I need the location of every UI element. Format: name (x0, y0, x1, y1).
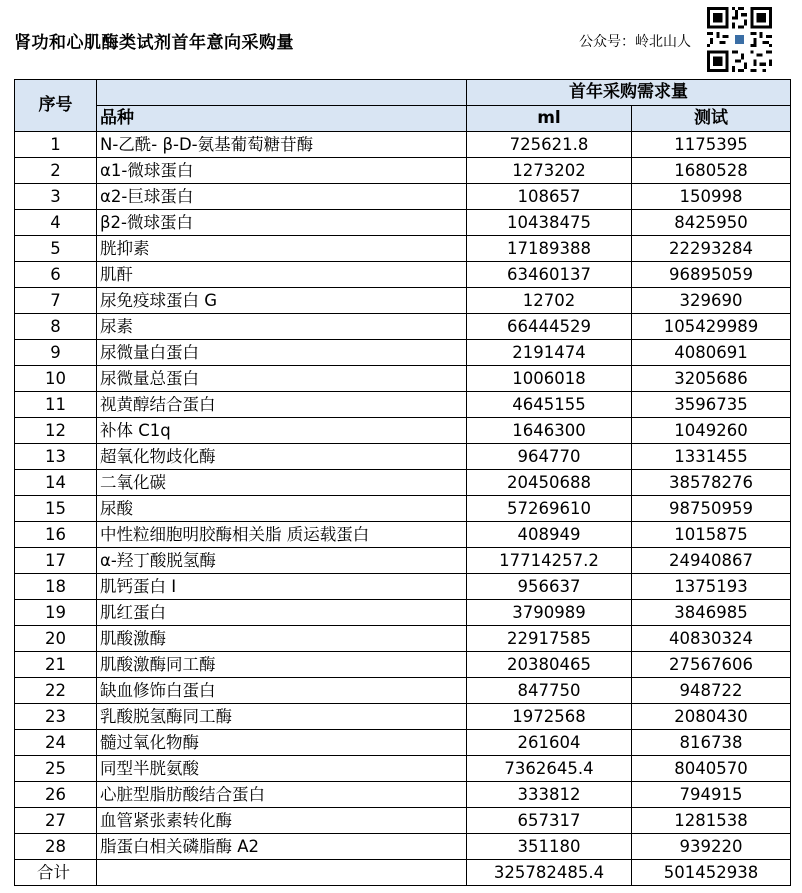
row-name: 肌酸激酶 (97, 626, 467, 652)
table-row (15, 600, 791, 626)
table-row (15, 704, 791, 730)
row-seq: 9 (15, 340, 97, 366)
row-test: 105429989 (632, 314, 791, 340)
row-name: 脂蛋白相关磷脂酶 A2 (97, 834, 467, 860)
row-ml: 17714257.2 (467, 548, 632, 574)
row-seq: 16 (15, 522, 97, 548)
row-ml: 108657 (467, 184, 632, 210)
row-name: 肌酐 (97, 262, 467, 288)
header-row-1 (15, 80, 791, 106)
row-seq: 17 (15, 548, 97, 574)
row-test: 96895059 (632, 262, 791, 288)
row-seq: 3 (15, 184, 97, 210)
row-name: α2-巨球蛋白 (97, 184, 467, 210)
row-name: 尿酸 (97, 496, 467, 522)
row-seq: 1 (15, 132, 97, 158)
table-row (15, 366, 791, 392)
procurement-table (14, 79, 791, 886)
row-name: 尿微量白蛋白 (97, 340, 467, 366)
table-row (15, 288, 791, 314)
row-test: 1175395 (632, 132, 791, 158)
row-seq: 15 (15, 496, 97, 522)
table-row (15, 756, 791, 782)
row-ml: 1006018 (467, 366, 632, 392)
row-ml: 333812 (467, 782, 632, 808)
row-seq: 24 (15, 730, 97, 756)
total-blank (97, 860, 467, 886)
table-row (15, 132, 791, 158)
header-test: 测试 (632, 106, 791, 132)
row-name: 尿微量总蛋白 (97, 366, 467, 392)
header-row-2 (15, 106, 791, 132)
total-row (15, 860, 791, 886)
row-ml: 1646300 (467, 418, 632, 444)
row-test: 98750959 (632, 496, 791, 522)
row-name: 缺血修饰白蛋白 (97, 678, 467, 704)
row-test: 150998 (632, 184, 791, 210)
table-row (15, 678, 791, 704)
row-test: 8425950 (632, 210, 791, 236)
header-blank (97, 80, 467, 106)
table-row (15, 834, 791, 860)
account-label: 公众号：岭北山人 (579, 34, 691, 50)
row-ml: 657317 (467, 808, 632, 834)
row-ml: 20450688 (467, 470, 632, 496)
row-ml: 351180 (467, 834, 632, 860)
row-seq: 19 (15, 600, 97, 626)
table-row (15, 808, 791, 834)
row-name: α1-微球蛋白 (97, 158, 467, 184)
row-name: α-羟丁酸脱氢酶 (97, 548, 467, 574)
row-seq: 11 (15, 392, 97, 418)
row-name: 髓过氧化物酶 (97, 730, 467, 756)
row-name: 血管紧张素转化酶 (97, 808, 467, 834)
row-test: 1049260 (632, 418, 791, 444)
header-seq: 序号 (15, 80, 97, 132)
table-row (15, 418, 791, 444)
table-row (15, 184, 791, 210)
row-ml: 1273202 (467, 158, 632, 184)
table-body (15, 132, 791, 860)
row-name: 超氧化物歧化酶 (97, 444, 467, 470)
table-row (15, 782, 791, 808)
row-name: 补体 C1q (97, 418, 467, 444)
row-ml: 956637 (467, 574, 632, 600)
row-seq: 26 (15, 782, 97, 808)
row-test: 27567606 (632, 652, 791, 678)
row-test: 3846985 (632, 600, 791, 626)
row-seq: 10 (15, 366, 97, 392)
table-row (15, 574, 791, 600)
table-row (15, 496, 791, 522)
table-row (15, 158, 791, 184)
row-ml: 408949 (467, 522, 632, 548)
row-ml: 17189388 (467, 236, 632, 262)
row-seq: 25 (15, 756, 97, 782)
table-row (15, 236, 791, 262)
row-test: 2080430 (632, 704, 791, 730)
total-test: 501452938 (632, 860, 791, 886)
row-ml: 22917585 (467, 626, 632, 652)
row-ml: 847750 (467, 678, 632, 704)
table-row (15, 652, 791, 678)
row-seq: 22 (15, 678, 97, 704)
row-name: 肌钙蛋白 I (97, 574, 467, 600)
row-test: 1281538 (632, 808, 791, 834)
header-variety: 品种 (97, 106, 467, 132)
row-test: 816738 (632, 730, 791, 756)
table-row (15, 210, 791, 236)
row-ml: 63460137 (467, 262, 632, 288)
row-test: 4080691 (632, 340, 791, 366)
qr-code-icon (707, 7, 772, 72)
row-seq: 14 (15, 470, 97, 496)
table-row (15, 522, 791, 548)
row-name: 中性粒细胞明胶酶相关脂 质运载蛋白 (97, 522, 467, 548)
row-seq: 8 (15, 314, 97, 340)
row-ml: 4645155 (467, 392, 632, 418)
row-seq: 27 (15, 808, 97, 834)
row-test: 1015875 (632, 522, 791, 548)
row-ml: 20380465 (467, 652, 632, 678)
row-test: 40830324 (632, 626, 791, 652)
row-ml: 66444529 (467, 314, 632, 340)
header-group: 首年采购需求量 (467, 80, 791, 106)
row-seq: 6 (15, 262, 97, 288)
total-ml: 325782485.4 (467, 860, 632, 886)
row-seq: 23 (15, 704, 97, 730)
row-test: 24940867 (632, 548, 791, 574)
row-ml: 1972568 (467, 704, 632, 730)
row-seq: 12 (15, 418, 97, 444)
table-row (15, 262, 791, 288)
header-ml: ml (467, 106, 632, 132)
row-seq: 7 (15, 288, 97, 314)
row-name: 视黄醇结合蛋白 (97, 392, 467, 418)
row-test: 3205686 (632, 366, 791, 392)
row-ml: 964770 (467, 444, 632, 470)
row-name: 尿免疫球蛋白 G (97, 288, 467, 314)
row-ml: 7362645.4 (467, 756, 632, 782)
row-name: 乳酸脱氢酶同工酶 (97, 704, 467, 730)
row-name: 二氧化碳 (97, 470, 467, 496)
row-name: 胱抑素 (97, 236, 467, 262)
row-test: 3596735 (632, 392, 791, 418)
row-seq: 13 (15, 444, 97, 470)
table-row (15, 626, 791, 652)
page-title: 肾功和心肌酶类试剂首年意向采购量 (14, 33, 294, 53)
row-seq: 2 (15, 158, 97, 184)
row-test: 1375193 (632, 574, 791, 600)
row-ml: 3790989 (467, 600, 632, 626)
row-seq: 28 (15, 834, 97, 860)
row-ml: 261604 (467, 730, 632, 756)
row-seq: 4 (15, 210, 97, 236)
row-ml: 57269610 (467, 496, 632, 522)
row-test: 1331455 (632, 444, 791, 470)
row-ml: 725621.8 (467, 132, 632, 158)
row-name: 同型半胱氨酸 (97, 756, 467, 782)
table-row (15, 548, 791, 574)
row-seq: 18 (15, 574, 97, 600)
table-row (15, 444, 791, 470)
row-ml: 2191474 (467, 340, 632, 366)
row-name: 尿素 (97, 314, 467, 340)
table-row (15, 470, 791, 496)
row-name: N-乙酰- β-D-氨基葡萄糖苷酶 (97, 132, 467, 158)
table-row (15, 340, 791, 366)
total-label: 合计 (15, 860, 97, 886)
row-seq: 5 (15, 236, 97, 262)
row-test: 38578276 (632, 470, 791, 496)
row-test: 794915 (632, 782, 791, 808)
row-seq: 20 (15, 626, 97, 652)
row-name: 肌红蛋白 (97, 600, 467, 626)
row-name: 肌酸激酶同工酶 (97, 652, 467, 678)
table-row (15, 392, 791, 418)
row-test: 329690 (632, 288, 791, 314)
row-seq: 21 (15, 652, 97, 678)
row-test: 1680528 (632, 158, 791, 184)
row-ml: 12702 (467, 288, 632, 314)
table-row (15, 314, 791, 340)
row-ml: 10438475 (467, 210, 632, 236)
row-name: 心脏型脂肪酸结合蛋白 (97, 782, 467, 808)
row-name: β2-微球蛋白 (97, 210, 467, 236)
table-row (15, 730, 791, 756)
row-test: 22293284 (632, 236, 791, 262)
row-test: 8040570 (632, 756, 791, 782)
row-test: 948722 (632, 678, 791, 704)
row-test: 939220 (632, 834, 791, 860)
